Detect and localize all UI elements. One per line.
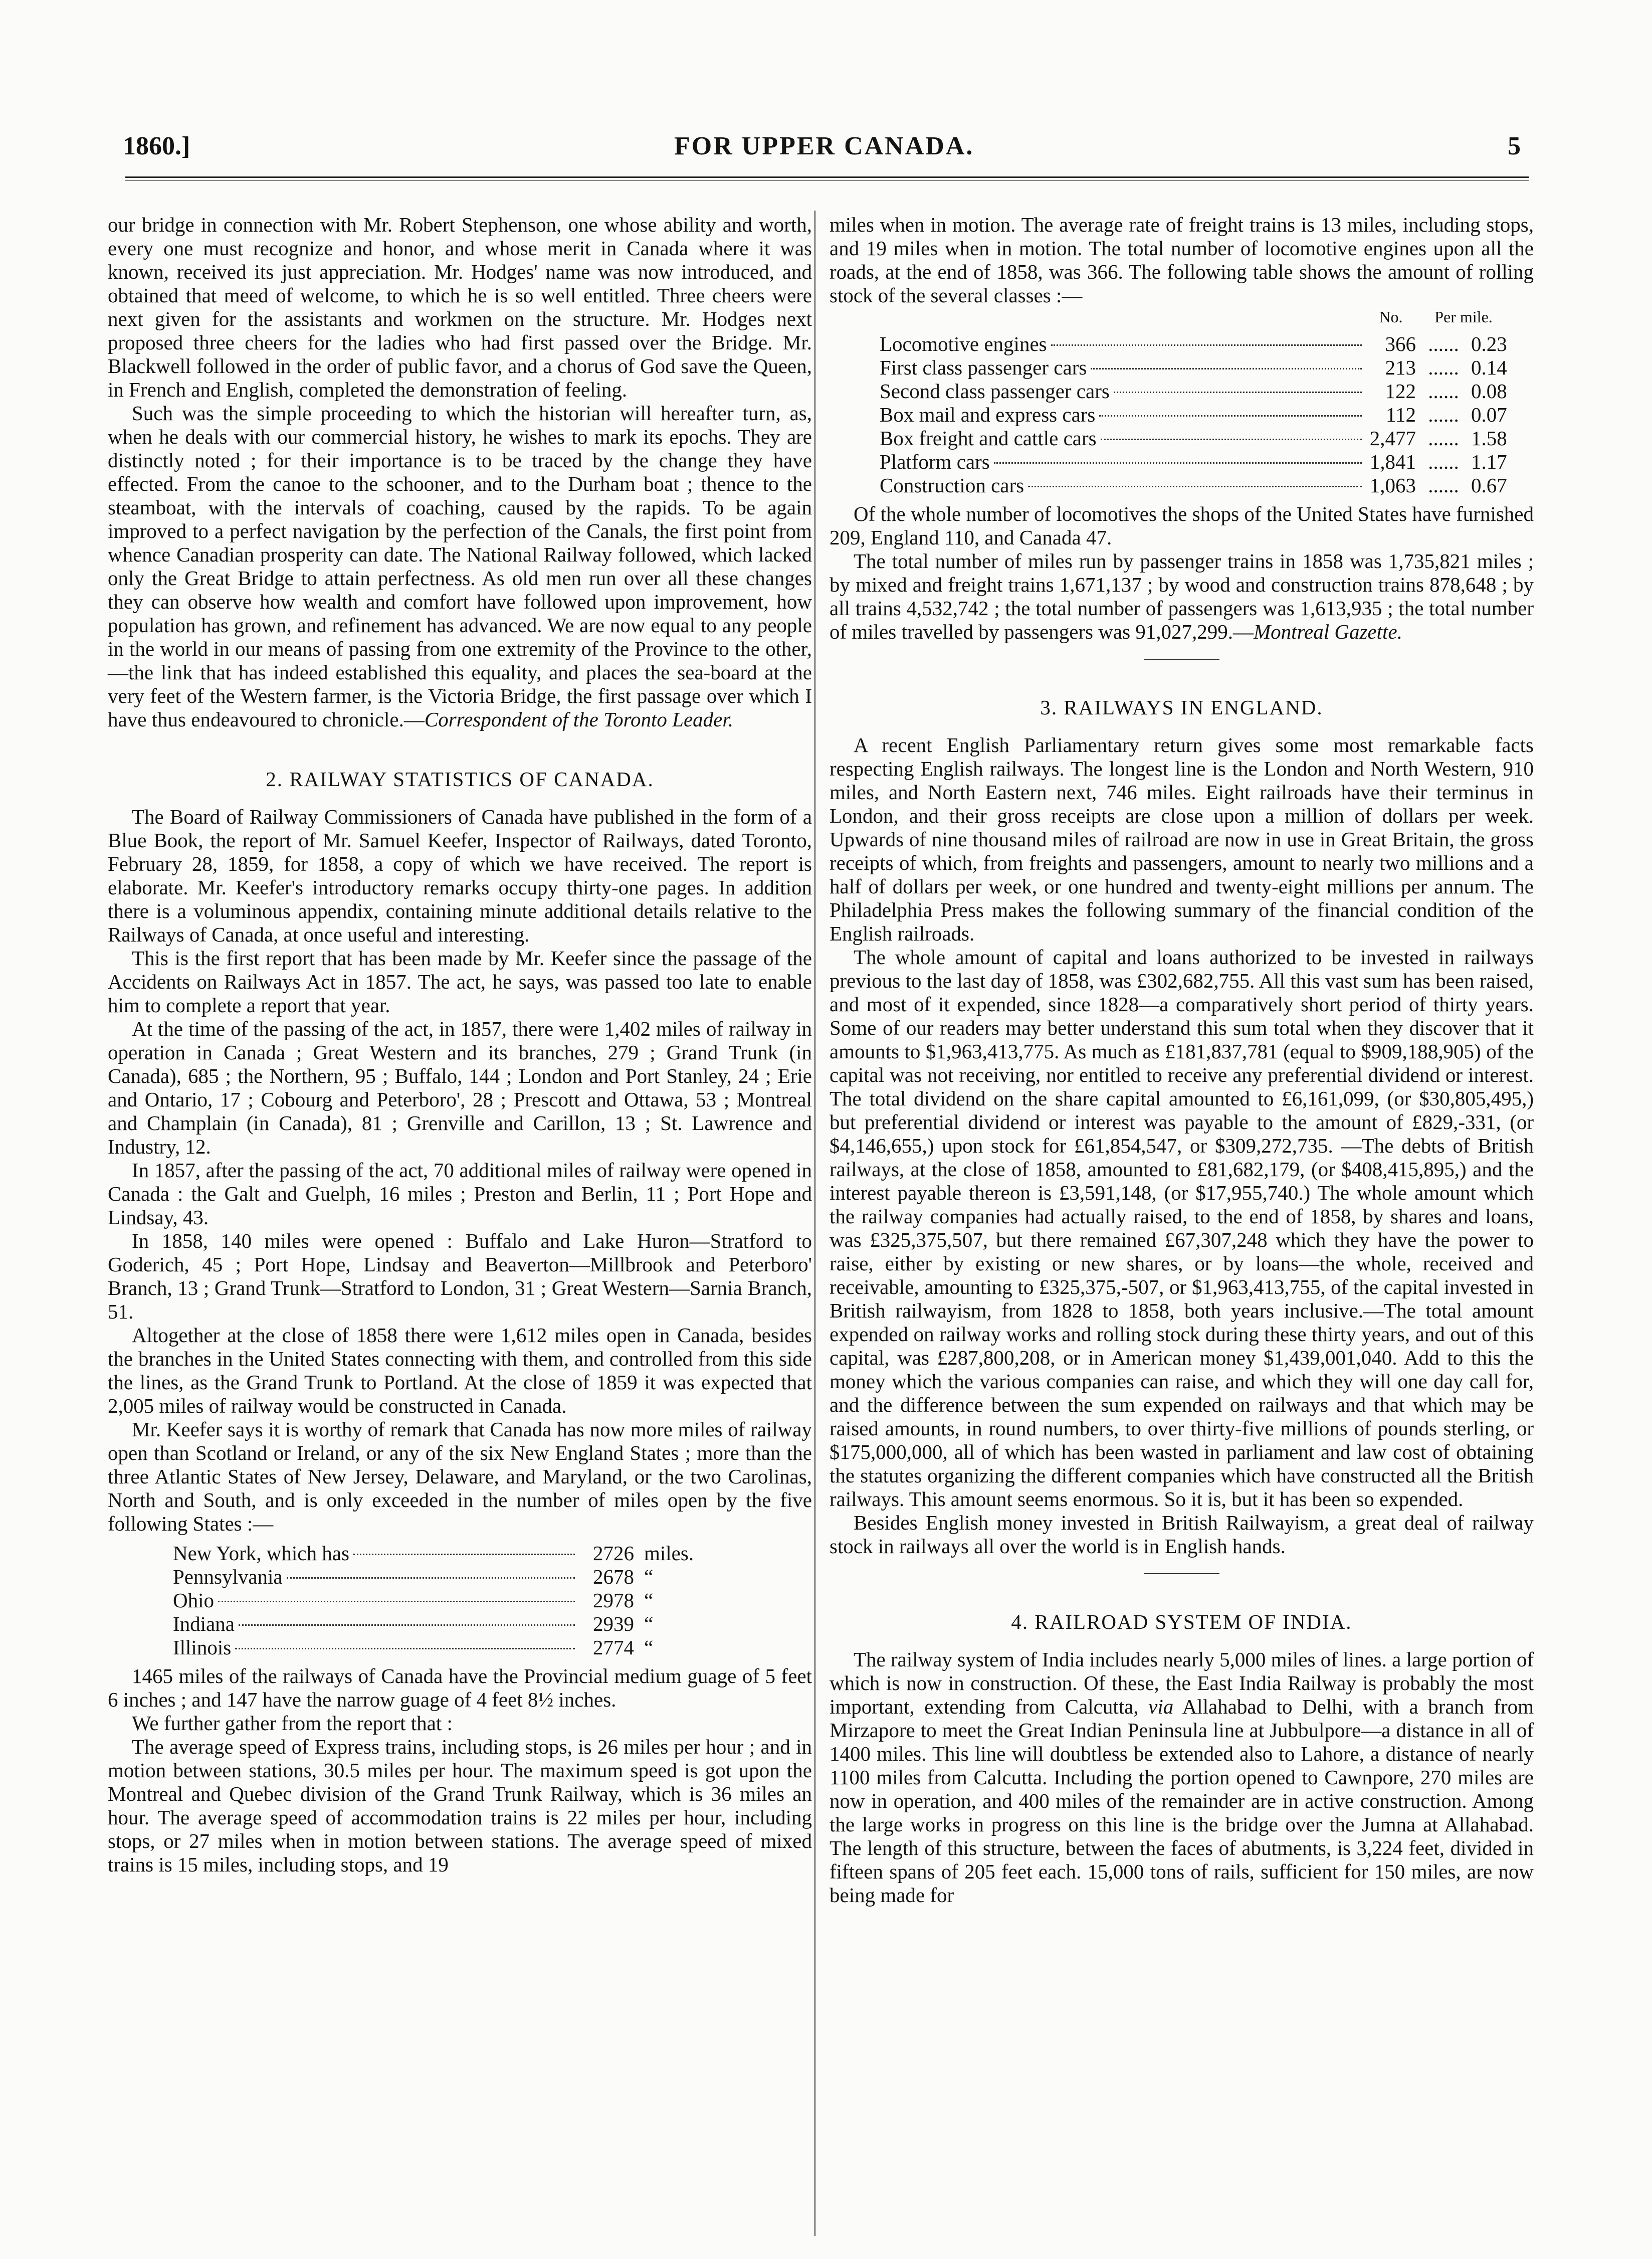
state-miles: 2774 xyxy=(593,1636,634,1659)
header-spacer xyxy=(880,307,1361,326)
paragraph: our bridge in connection with Mr. Robert Stephenson, one whose ability and worth, every one must recognize and honor, and whose merit in Canada where it was known, received its just appreciation. Mr. Hodges' name was now introduced, and obtained that meed of welcome, to which he is so well entitled. Three cheers were next given for the assistants and workmen on the structure. Mr. Hodges next proposed three cheers for the ladies who had first passed over the Bridge. Mr. Blackwell followed in the order of public favor, and a chorus of God save the Queen, in French and English, completed the demonstration of feeling. xyxy=(108,213,812,401)
item-name: Platform cars xyxy=(880,450,990,473)
table-row xyxy=(880,450,1506,474)
item-per-mile: 1.17 xyxy=(1471,450,1507,473)
state-name: New York, which has xyxy=(173,1542,349,1565)
leader-dots xyxy=(1114,392,1362,393)
state-name: Illinois xyxy=(173,1636,232,1659)
col-header-per-mile: Per mile. xyxy=(1434,308,1493,326)
paragraph: The average speed of Express trains, including stops, is 26 miles per hour ; and in motion between stations, 30.5 miles per hour. The maximum speed is got upon the Montreal and Quebec division of the Grand Trunk Railway, which is 36 miles an hour. The average speed of accommodation trains is 22 miles per hour, including stops, or 27 miles when in motion between stations. The average speed of mixed trains is 15 miles, including stops, and 19 xyxy=(108,1735,812,1876)
unit: “ xyxy=(644,1589,654,1612)
table-row xyxy=(173,1636,739,1659)
leader-dots xyxy=(1101,439,1362,440)
item-per-mile: 0.23 xyxy=(1471,332,1507,355)
table-row xyxy=(880,403,1506,427)
unit: “ xyxy=(644,1565,654,1588)
paragraph: At the time of the passing of the act, in 1857, there were 1,402 miles of railway in operation in Canada ; Great Western and its branches, 279 ; Grand Trunk (in Canada), 685 ; the Northern, 95 ; Buffalo, 144 ; London and Port Stanley, 24 ; Erie and Ontario, 17 ; Cobourg and Peterboro', 28 ; Prescott and Ottawa, 53 ; Montreal and Champlain (in Canada), 81 ; Grenville and Carillon, 13 ; St. Lawrence and Industry, 12. xyxy=(108,1017,812,1158)
item-name: Second class passenger cars xyxy=(880,380,1110,403)
right-column xyxy=(830,213,1534,1907)
leader-dots xyxy=(1028,486,1362,487)
section-separator xyxy=(1144,659,1219,660)
item-number: 1,841 xyxy=(1369,450,1416,473)
col-header-number: No. xyxy=(1379,308,1403,326)
section-heading: 4. RAILROAD SYSTEM OF INDIA. xyxy=(1011,1610,1352,1633)
column-divider xyxy=(814,211,815,2236)
leader-dots xyxy=(235,1648,575,1649)
leader-dots xyxy=(1051,344,1362,346)
italic-word: via xyxy=(1148,1695,1174,1718)
item-per-mile: 0.07 xyxy=(1471,403,1507,426)
table-row xyxy=(173,1612,739,1636)
citation: Correspondent of the Toronto Leader. xyxy=(424,708,734,731)
paragraph: Besides English money invested in British Railwayism, a great deal of railway stock in railways all over the world is in English hands. xyxy=(830,1511,1534,1558)
rolling-stock-header xyxy=(880,307,1506,326)
page-number: 5 xyxy=(1508,132,1521,160)
separator-dots: ...... xyxy=(1428,403,1459,426)
running-head-title: FOR UPPER CANADA. xyxy=(674,132,974,160)
running-head-year: 1860.] xyxy=(123,132,190,160)
paragraph: Altogether at the close of 1858 there were 1,612 miles open in Canada, besides the branches in the United States connecting with them, and controlled from this side the lines, as the Grand Trunk to Portland. At the close of 1859 it was expected that 2,005 miles of railway would be constructed in Canada. xyxy=(108,1324,812,1417)
citation: Montreal Gazette. xyxy=(1254,620,1402,643)
rolling-stock-table xyxy=(880,332,1506,497)
separator-dots: ...... xyxy=(1428,332,1459,355)
table-row xyxy=(880,332,1506,356)
item-number: 112 xyxy=(1386,403,1416,426)
states-mileage-table xyxy=(173,1542,739,1659)
table-row xyxy=(880,356,1506,380)
paragraph: Mr. Keefer says it is worthy of remark that Canada has now more miles of railway open than Scotland or Ireland, or any of the six New England States ; more than the three Atlantic States of New Jersey, Delaware, and Maryland, or the two Carolinas, North and South, and is only exceeded in the number of miles open by the five following States :— xyxy=(108,1418,812,1535)
item-name: Construction cars xyxy=(880,474,1024,497)
paragraph: We further gather from the report that : xyxy=(132,1712,453,1735)
section-heading: 3. RAILWAYS IN ENGLAND. xyxy=(1040,696,1323,719)
section-separator xyxy=(1144,1573,1219,1574)
state-miles: 2678 xyxy=(593,1565,634,1588)
table-row xyxy=(880,474,1506,497)
paragraph: miles when in motion. The average rate of freight trains is 13 miles, including stops, and 19 miles when in motion. The total number of locomotive engines upon all the roads, at the end of 1858, was 366. The following table shows the amount of rolling stock of the several classes :— xyxy=(830,213,1534,307)
state-name: Indiana xyxy=(173,1612,235,1635)
table-row xyxy=(173,1565,739,1589)
leader-dots xyxy=(287,1577,575,1579)
unit: “ xyxy=(644,1636,654,1659)
item-per-mile: 0.67 xyxy=(1471,474,1507,497)
item-number: 2,477 xyxy=(1369,427,1416,450)
left-column xyxy=(108,213,812,1876)
paragraph: In 1858, 140 miles were opened : Buffalo and Lake Huron—Stratford to Goderich, 45 ; Port Hope, Lindsay and Beaverton—Millbrook and Peterboro' Branch, 13 ; Grand Trunk—Stratford to London, 31 ; Great Western—Sarnia Branch, 51. xyxy=(108,1229,812,1323)
paragraph: Of the whole number of locomotives the shops of the United States have furnished 209, England 110, and Canada 47. xyxy=(830,502,1534,549)
leader-dots xyxy=(218,1601,575,1602)
state-name: Pennsylvania xyxy=(173,1565,283,1588)
paragraph-text: Allahabad to Delhi, with a branch from Mirzapore to meet the Great Indian Peninsula line at Jubbulpore—a distance in all of 1400 miles. This line will doubtless be extended also to Lahore, a distance of nearly 1100 miles from Calcutta. Including the portion opened to Cawnpore, 270 miles are now in operation, and 400 miles of the remainder are in active construction. Among the large works in progress on this line is the bridge over the Jumna at Allahabad. The length of this structure, between the faces of abutments, is 3,224 feet, divided in fifteen spans of 205 feet each. 15,000 tons of rails, sufficient for 150 miles, are now being made for xyxy=(830,1695,1534,1907)
header-rule xyxy=(125,176,1529,178)
item-number: 366 xyxy=(1385,332,1416,355)
paragraph: The Board of Railway Commissioners of Canada have published in the form of a Blue Book, the report of Mr. Samuel Keefer, Inspector of Railways, dated Toronto, February 28, 1859, for 1858, a copy of which we have received. The report is elaborate. Mr. Keefer's introductory remarks occupy thirty-one pages. In addition there is a voluminous appendix, containing minute additional details relative to the Railways of Canada, at once useful and interesting. xyxy=(108,805,812,946)
unit: miles. xyxy=(644,1542,694,1565)
leader-dots xyxy=(1099,415,1362,417)
header-rule-thin xyxy=(125,180,1529,181)
leader-dots xyxy=(1091,368,1362,369)
item-name: Box freight and cattle cars xyxy=(880,427,1097,450)
separator-dots: ...... xyxy=(1428,427,1459,450)
item-number: 213 xyxy=(1385,356,1416,379)
paragraph xyxy=(830,1648,1534,1907)
state-miles: 2939 xyxy=(593,1612,634,1635)
separator-dots: ...... xyxy=(1428,474,1459,497)
item-per-mile: 1.58 xyxy=(1471,427,1507,450)
leader-dots xyxy=(994,462,1362,464)
table-row xyxy=(880,380,1506,403)
table-row xyxy=(173,1542,739,1565)
paragraph: 1465 miles of the railways of Canada have the Provincial medium guage of 5 feet 6 inches ; and 147 have the narrow guage of 4 feet 8½ inches. xyxy=(108,1664,812,1711)
item-name: Locomotive engines xyxy=(880,332,1047,355)
paragraph: In 1857, after the passing of the act, 70 additional miles of railway were opened in Canada : the Galt and Guelph, 16 miles ; Preston and Berlin, 11 ; Port Hope and Lindsay, 43. xyxy=(108,1159,812,1229)
state-miles: 2978 xyxy=(593,1589,634,1612)
leader-dots xyxy=(239,1624,575,1626)
paragraph: A recent English Parliamentary return gives some most remarkable facts respecting English railways. The longest line is the London and North Western, 910 miles, and North Eastern next, 746 miles. Eight railroads have their terminus in London, and their gross receipts are close upon a million of dollars per week. Upwards of nine thousand miles of railroad are now in use in Great Britain, the gross receipts of which, from freights and passengers, amount to nearly two millions and a half of dollars per week, or one hundred and twenty-eight millions per annum. The Philadelphia Press makes the following summary of the financial condition of the English railroads. xyxy=(830,733,1534,945)
item-name: First class passenger cars xyxy=(880,356,1087,379)
paragraph xyxy=(108,402,812,731)
item-per-mile: 0.14 xyxy=(1471,356,1507,379)
item-per-mile: 0.08 xyxy=(1471,380,1507,403)
separator-dots: ...... xyxy=(1428,450,1459,473)
unit: “ xyxy=(644,1612,654,1635)
table-row xyxy=(880,427,1506,450)
paragraph xyxy=(830,549,1534,644)
state-name: Ohio xyxy=(173,1589,214,1612)
section-heading: 2. RAILWAY STATISTICS OF CANADA. xyxy=(266,768,654,791)
paragraph-text: The railway system of India includes nearly 5,000 miles of lines. a large portion of which is now in construction. Of these, the East India Railway is probably the most important, extending from Calcutta, xyxy=(830,1648,1534,1718)
separator-dots: ...... xyxy=(1428,356,1459,379)
leader-dots xyxy=(353,1554,575,1555)
table-row xyxy=(173,1589,739,1612)
item-number: 1,063 xyxy=(1369,474,1416,497)
paragraph: The whole amount of capital and loans authorized to be invested in railways previous to the last day of 1858, was £302,682,755. All this vast sum has been raised, and most of it expended, since 1828—a comparatively short period of thirty years. Some of our readers may better understand this sum total when they discover that it amounts to $1,963,413,775. As much as £181,837,781 (equal to $909,188,905) of the capital was not receiving, nor entitled to receive any preferential dividend or interest. The total dividend on the share capital amounted to £6,161,099, (or $30,805,495,) but preferential dividend or interest was payable to the amount of £829,-331, (or $4,146,655,) upon stock for £61,854,547, or $309,272,735. —The debts of British railways, at the close of 1858, amounted to £81,682,179, (or $408,415,895,) and the interest payable thereon is £3,591,148, (or $17,955,740.) The whole amount which the railway companies had actually raised, to the end of 1858, by shares and loans, was £325,375,507, but there remained £67,307,248 which they have the power to raise, either by existing or new shares, or by loans—the whole, received and receivable, amounting to £325,375,-507, or $1,963,413,755, of the capital invested in British railwayism, from 1828 to 1858, both years inclusive.—The total amount expended on railway works and rolling stock during these thirty years, and out of this capital, was £287,800,208, or in American money $1,439,001,040. Add to this the money which the various companies can raise, and which they will one day call for, and the difference between the sum expended on railways and that which may be raised amounts, in round numbers, to over thirty-five millions of pounds sterling, or $175,000,000, all of which has been wasted in parliament and law cost of obtaining the statutes organizing the different companies which have constructed all the British railways. This amount seems enormous. So it is, but it has been so expended. xyxy=(830,946,1534,1511)
item-number: 122 xyxy=(1385,380,1416,403)
state-miles: 2726 xyxy=(593,1542,634,1565)
paragraph: This is the first report that has been made by Mr. Keefer since the passage of the Accidents on Railways Act in 1857. The act, he says, was passed too late to enable him to complete a report that year. xyxy=(108,947,812,1017)
separator-dots: ...... xyxy=(1428,380,1459,403)
item-name: Box mail and express cars xyxy=(880,403,1096,426)
paragraph-text: Such was the simple proceeding to which the historian will hereafter turn, as, when he deals with our commercial history, he wishes to mark its epochs. They are distinctly noted ; for their importance is to be traced by the change they have effected. From the canoe to the schooner, and to the Durham boat ; thence to the steamboat, with the intervals of coaching, caused by the rapids. To be again improved to a perfect navigation by the perfection of the Canals, the first point from whence Canadian prosperity can date. The National Railway followed, which lacked only the Great Bridge to attain perfectness. As old men run over all these changes they can observe how wealth and comfort have followed upon improvement, how population has grown, and refinement has advanced. We are now equal to any people in the world in our means of passing from one extremity of the Province to the other, —the link that has indeed established this equality, and places the sea-board at the very feet of the Western farmer, is the Victoria Bridge, the first passage over which I have thus endeavoured to chronicle.— xyxy=(108,402,812,731)
paragraph-text: The total number of miles run by passenger trains in 1858 was 1,735,821 miles ; by mixed and freight trains 1,671,137 ; by wood and construction trains 878,648 ; by all trains 4,532,742 ; the total number of passengers was 1,613,935 ; the total number of miles travelled by passengers was 91,027,299.— xyxy=(830,549,1534,643)
